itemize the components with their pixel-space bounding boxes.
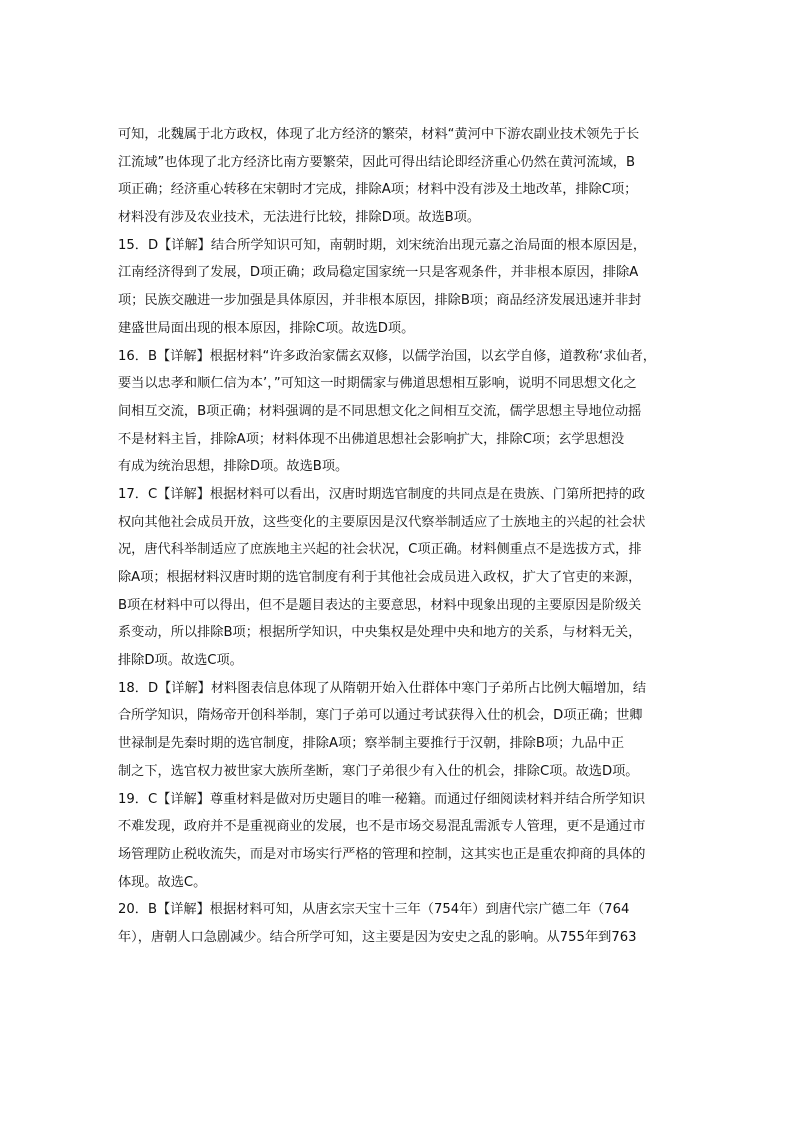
text-line: 年），唐朝人口急剧减少。结合所学可知，这主要是因为安史之乱的影响。从755年到763 [118, 929, 637, 945]
text-line: 制之下，选官权力被世家大族所垄断，寒门子弟很少有入仕的机会，排除C项。故选D项。 [118, 763, 639, 779]
text-line: 世禄制是先秦时期的选官制度，排除A项；察举制主要推行于汉朝，排除B项；九品中正 [118, 736, 625, 752]
text-line: B项在材料中可以得出，但不是题目表达的主要意思，材料中现象出现的主要原因是阶级关 [118, 597, 642, 613]
text-line: 可知，北魏属于北方政权，体现了北方经济的繁荣，材料“黄河中下游农副业技术领先于长 [118, 127, 640, 142]
text-line: 间相互交流，B项正确；材料强调的是不同思想文化之间相互交流，儒学思想主导地位动摇 [118, 403, 642, 419]
question-19-line: 19．C【详解】尊重材料是做对历史题目的唯一秘籍。而通过仔细阅读材料并结合所学知识 [118, 791, 646, 807]
text-line: 体现。故选C。 [118, 874, 207, 890]
text-line: 权向其他社会成员开放，这些变化的主要原因是汉代察举制适应了士族地主的兴起的社会状 [118, 514, 646, 530]
text-line: 合所学知识，隋炀帝开创科举制，寒门子弟可以通过考试获得入仕的机会，D项正确；世卿 [118, 708, 643, 724]
text-line: 况，唐代科举制适应了庶族地主兴起的社会状况，C项正确。材料侧重点不是选拔方式，排 [118, 542, 642, 558]
text-line: 除A项；根据材料汉唐时期的选官制度有利于其他社会成员进入政权，扩大了官吏的来源， [118, 570, 642, 585]
text-line: 材料没有涉及农业技术，无法进行比较，排除D项。故选B项。 [118, 210, 481, 226]
text-line: 项正确；经济重心转移在宋朝时才完成，排除A项；材料中没有涉及土地改革，排除C项； [118, 182, 638, 198]
question-16-line: 16．B【详解】根据材料“许多政治家儒玄双修，以儒学治国，以玄学自修，道教称‘求仙者， [118, 348, 656, 364]
text-line: 要当以忠孝和顺仁信为本’，”可知这一时期儒家与佛道思想相互影响，说明不同思想文化之 [118, 376, 637, 392]
text-line: 场管理防止税收流失，而是对市场实行严格的管理和控制，这其实也正是重农抑商的具体的 [118, 846, 646, 862]
text-line: 建盛世局面出现的根本原因，排除C项。故选D项。 [118, 320, 415, 336]
text-line: 江南经济得到了发展，D项正确；政局稳定国家统一只是客观条件，并非根本原因，排除A [118, 265, 639, 281]
question-17-line: 17．C【详解】根据材料可以看出，汉唐时期选官制度的共同点是在贵族、门第所把持的政 [118, 486, 646, 502]
text-line: 项；民族交融进一步加强是具体原因，并非根本原因，排除B项；商品经济发展迅速并非封 [118, 293, 642, 309]
text-line: 有成为统治思想，排除D项。故选B项。 [118, 459, 349, 475]
text-line: 不是材料主旨，排除A项；材料体现不出佛道思想社会影响扩大，排除C项；玄学思想没 [118, 431, 625, 447]
text-line: 不难发现，政府并不是重视商业的发展，也不是市场交易混乱需派专人管理，更不是通过市 [118, 819, 646, 835]
question-20-line: 20．B【详解】根据材料可知，从唐玄宗天宝十三年（754年）到唐代宗广德二年（764 [118, 902, 630, 918]
question-18-line: 18．D【详解】材料图表信息体现了从隋朝开始入仕群体中寒门子弟所占比例大幅增加，结 [118, 680, 647, 696]
question-15-line: 15．D【详解】结合所学知识可知，南朝时期，刘宋统治出现元嘉之治局面的根本原因是， [118, 237, 647, 253]
text-line: 系变动，所以排除B项；根据所学知识，中央集权是处理中央和地方的关系，与材料无关， [118, 625, 642, 641]
answer-text-block [118, 121, 678, 952]
text-line: 排除D项。故选C项。 [118, 653, 243, 669]
text-line: 江流域”也体现了北方经济比南方要繁荣，因此可得出结论即经济重心仍然在黄河流域，B [118, 154, 636, 170]
